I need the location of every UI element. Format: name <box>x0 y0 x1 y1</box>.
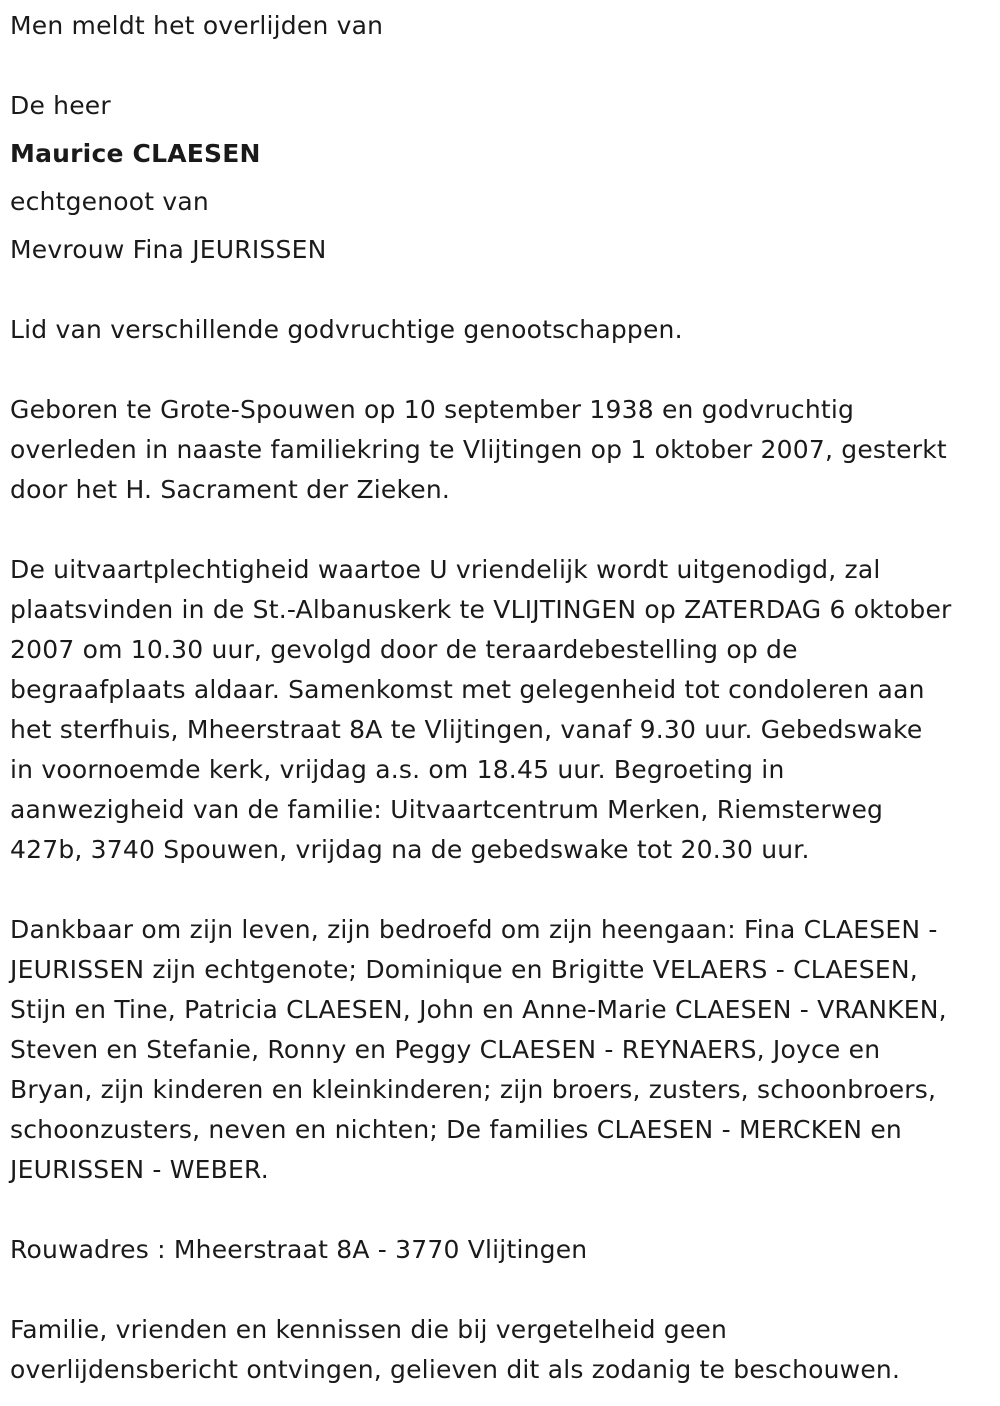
birth-death-line: door het H. Sacrament der Zieken. <box>10 475 451 504</box>
title-text: De heer <box>10 91 111 120</box>
funeral-line: begraafplaats aldaar. Samenkomst met gelegenheid tot condoleren aan <box>10 675 925 704</box>
funeral-line: 2007 om 10.30 uur, gevolgd door de teraardebestelling op de <box>10 635 798 664</box>
intro-text: Men meldt het overlijden van <box>10 11 384 40</box>
family-paragraph <box>10 910 995 1190</box>
birth-death-paragraph <box>10 390 995 510</box>
family-line: Bryan, zijn kinderen en kleinkinderen; zijn broers, zusters, schoonbroers, <box>10 1075 937 1104</box>
closing-line: overlijdensbericht ontvingen, gelieven dit als zodanig te beschouwen. <box>10 1355 901 1384</box>
family-line: schoonzusters, neven en nichten; De families CLAESEN - MERCKEN en <box>10 1115 902 1144</box>
birth-death-line: Geboren te Grote-Spouwen op 10 september 1938 en godvruchtig <box>10 395 855 424</box>
funeral-paragraph <box>10 550 995 870</box>
funeral-line: het sterfhuis, Mheerstraat 8A te Vlijtingen, vanaf 9.30 uur. Gebedswake <box>10 715 923 744</box>
closing-line: Familie, vrienden en kennissen die bij vergetelheid geen <box>10 1315 728 1344</box>
deceased-name: Maurice CLAESEN <box>10 139 261 168</box>
mourning-address: Rouwadres : Mheerstraat 8A - 3770 Vlijtingen <box>10 1235 588 1264</box>
funeral-line: De uitvaartplechtigheid waartoe U vriendelijk wordt uitgenodigd, zal <box>10 555 881 584</box>
relation-text: echtgenoot van <box>10 187 209 216</box>
birth-death-line: overleden in naaste familiekring te Vlijtingen op 1 oktober 2007, gesterkt <box>10 435 947 464</box>
family-line: Dankbaar om zijn leven, zijn bedroefd om zijn heengaan: Fina CLAESEN - <box>10 915 938 944</box>
family-line: Stijn en Tine, Patricia CLAESEN, John en Anne-Marie CLAESEN - VRANKEN, <box>10 995 947 1024</box>
funeral-line: 427b, 3740 Spouwen, vrijdag na de gebedswake tot 20.30 uur. <box>10 835 810 864</box>
closing-paragraph <box>10 1310 995 1390</box>
membership-text: Lid van verschillende godvruchtige genootschappen. <box>10 315 683 344</box>
family-line: JEURISSEN zijn echtgenote; Dominique en Brigitte VELAERS - CLAESEN, <box>10 955 918 984</box>
family-line: JEURISSEN - WEBER. <box>10 1155 269 1184</box>
funeral-line: in voornoemde kerk, vrijdag a.s. om 18.45 uur. Begroeting in <box>10 755 785 784</box>
family-line: Steven en Stefanie, Ronny en Peggy CLAESEN - REYNAERS, Joyce en <box>10 1035 881 1064</box>
funeral-line: aanwezigheid van de familie: Uitvaartcentrum Merken, Riemsterweg <box>10 795 884 824</box>
funeral-line: plaatsvinden in de St.-Albanuskerk te VLIJTINGEN op ZATERDAG 6 oktober <box>10 595 952 624</box>
spouse-name: Mevrouw Fina JEURISSEN <box>10 235 327 264</box>
